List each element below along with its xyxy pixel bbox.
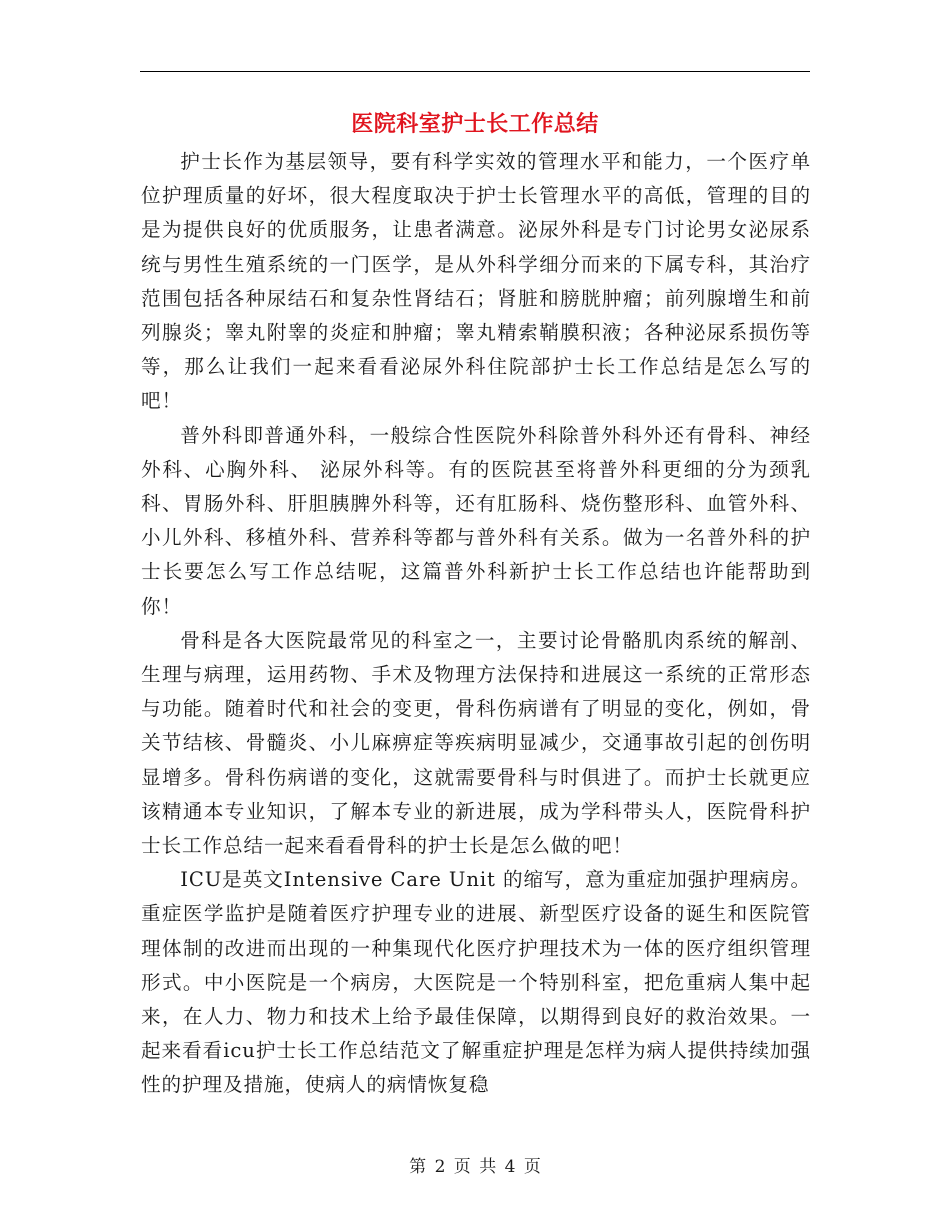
header-rule [140, 71, 810, 72]
paragraph-icu: ICU是英文Intensive Care Unit 的缩写，意为重症加强护理病房。重症医学监护是随着医疗护理专业的进展、新型医疗设备的诞生和医院管理体制的改进而出现的一种集现代化医疗护理技术为一体的医疗组织管理形式。中小医院是一个病房，大医院是一个特别科室，把危重病人集中起来，在人力、物力和技术上给予最佳保障，以期得到良好的救治效果。一起来看看icu护士长工作总结范文了解重症护理是怎样为病人提供持续加强性的护理及措施，使病人的病情恢复稳 [141, 868, 811, 1097]
page-number: 第 2 页 共 4 页 [409, 1157, 541, 1177]
document-title: 医院科室护士长工作总结 [351, 111, 599, 137]
paragraph-orthopedics: 骨科是各大医院最常见的科室之一，主要讨论骨骼肌肉系统的解剖、生理与病理，运用药物、手术及物理方法保持和进展这一系统的正常形态与功能。随着时代和社会的变更，骨科伤病谱有了明显的变化，例如，骨关节结核、骨髓炎、小儿麻痹症等疾病明显减少，交通事故引起的创伤明显增多。骨科伤病谱的变化，这就需要骨科与时俱进了。而护士长就更应该精通本专业知识，了解本专业的新进展，成为学科带头人，医院骨科护士长工作总结一起来看看骨科的护士长是怎么做的吧！ [141, 628, 811, 858]
paragraph-general-surgery: 普外科即普通外科，一般综合性医院外科除普外科外还有骨科、神经外科、心胸外科、 泌尿外科等。有的医院甚至将普外科更细的分为颈乳科、胃肠外科、肝胆胰脾外科等，还有肛肠科、烧伤整形科、血管外科、 小儿外科、移植外科、营养科等都与普外科有关系。做为一名普外科的护士长要怎么写工作总结呢，这篇普外科新护士长工作总结也许能帮助到你！ [141, 423, 811, 618]
paragraph-urology: 护士长作为基层领导，要有科学实效的管理水平和能力，一个医疗单位护理质量的好坏，很大程度取决于护士长管理水平的高低，管理的目的是为提供良好的优质服务，让患者满意。泌尿外科是专门讨论男女泌尿系统与男性生殖系统的一门医学，是从外科学细分而来的下属专科，其治疗范围包括各种尿结石和复杂性肾结石；肾脏和膀胱肿瘤；前列腺增生和前列腺炎；睾丸附睾的炎症和肿瘤；睾丸精索鞘膜积液；各种泌尿系损伤等等，那么让我们一起来看看泌尿外科住院部护士长工作总结是怎么写的吧！ [141, 150, 811, 413]
document-body [141, 145, 811, 1103]
